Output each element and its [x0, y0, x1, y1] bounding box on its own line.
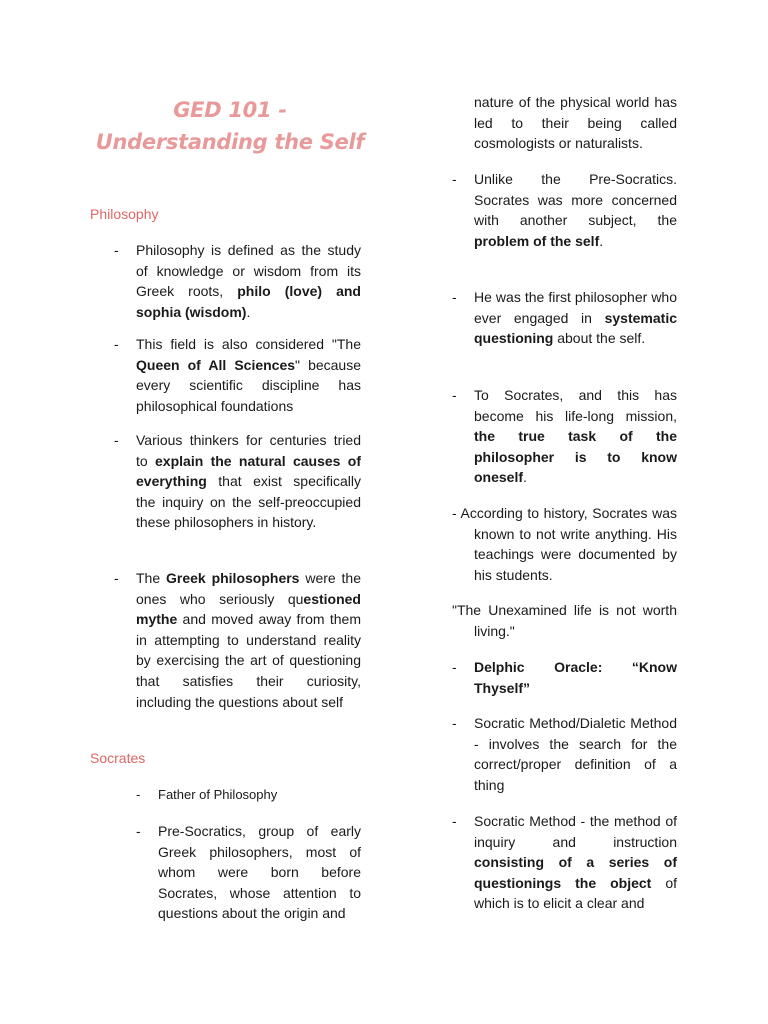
text-span: The — [136, 570, 166, 586]
text-span: and moved away from them in attempting to understand reality by exercising the art of questioning that satisfies their curiosity, including the questions about self — [136, 611, 361, 710]
bold-text: estioned mythe — [136, 590, 361, 628]
list-item — [452, 287, 677, 349]
text-span: To Socrates, and this has become his life-long mission, — [474, 387, 677, 424]
list-item — [452, 169, 677, 251]
list-item — [114, 430, 361, 533]
title-line-1: GED 101 - — [173, 98, 287, 122]
list-item — [114, 334, 362, 416]
title-line-2: Understanding the Self — [95, 130, 365, 154]
list-item-continued — [474, 92, 677, 154]
list-item — [114, 568, 362, 712]
bullet-dash: - — [452, 387, 457, 403]
bullet-dash: - — [452, 715, 457, 731]
bold-text: Queen of All Sciences — [136, 356, 296, 373]
text-span: . — [599, 232, 604, 249]
text-span: " because every scientific discipline has philosophical foundations — [136, 356, 362, 414]
text-span: He was the first philosopher who ever engaged in — [474, 289, 677, 326]
text-span: about the self. — [553, 330, 646, 347]
bold-text: philo (love) and sophia (wisdom) — [136, 283, 361, 320]
bold-text: problem of the self — [474, 232, 600, 249]
bullet-dash: - — [136, 787, 141, 802]
bullet-dash: - — [452, 659, 457, 675]
bullet-dash: - — [114, 242, 119, 258]
list-item — [136, 785, 361, 806]
text-span: Socratic Method/Dialetic Method - involves the search for the correct/proper definition of a thing — [474, 715, 677, 793]
section-heading-philosophy: Philosophy — [90, 206, 159, 222]
bold-text: explain the natural causes of everything — [136, 452, 361, 490]
bullet-dash: - — [452, 289, 457, 305]
list-item — [136, 821, 361, 924]
document-title — [90, 94, 370, 158]
text-span: Pre-Socratics, group of early Greek philosophers, most of whom were born before Socrates, whose attention to questions about the origin and — [158, 823, 361, 922]
bullet-dash: - — [114, 336, 119, 352]
bold-text: the true task of the philosopher is to know oneself — [474, 428, 677, 486]
list-item — [114, 240, 361, 322]
list-item — [452, 657, 677, 698]
bullet-dash: - — [136, 823, 141, 839]
quote: "The Unexamined life is not worth living." — [452, 602, 677, 639]
text-span: Socratic Method - the method of inquiry and instruction — [474, 813, 677, 850]
list-item — [452, 811, 677, 914]
text-span: were the ones who seriously qu — [136, 570, 362, 607]
bullet-dash: - — [452, 813, 457, 829]
text-span: . — [246, 303, 251, 320]
text-span: Various thinkers for centuries tried to — [136, 432, 361, 469]
text-span: Unlike the Pre-Socratics. Socrates was more concerned with another subject, the — [474, 171, 677, 229]
bold-text: consisting of a series of questionings the object — [474, 854, 677, 891]
bold-text: systematic questioning — [474, 309, 677, 347]
bold-text: Delphic Oracle: “Know Thyself” — [474, 659, 677, 696]
text-span: . — [523, 469, 527, 486]
text-span: Philosophy is defined as the study of knowledge or wisdom from its Greek roots, — [136, 242, 361, 300]
text-span: nature of the physical world has led to their being called cosmologists or naturalists. — [474, 94, 677, 152]
bullet-dash: - — [452, 171, 457, 187]
list-item — [452, 713, 677, 795]
text-span: This field is also considered "The — [136, 336, 361, 352]
bold-text: Greek philosophers — [166, 570, 300, 586]
text-span: Father of Philosophy — [158, 787, 278, 802]
bullet-dash: - — [114, 432, 119, 448]
text-span: that exist specifically the inquiry on the self-preoccupied these philosophers in history. — [136, 473, 361, 531]
text-span: of which is to elicit a clear and — [474, 874, 677, 912]
section-heading-socrates: Socrates — [90, 750, 146, 766]
paragraph: - According to history, Socrates was known to not write anything. His teachings were documented by his students. — [452, 505, 677, 583]
list-item — [452, 385, 677, 488]
bullet-dash: - — [114, 570, 119, 586]
